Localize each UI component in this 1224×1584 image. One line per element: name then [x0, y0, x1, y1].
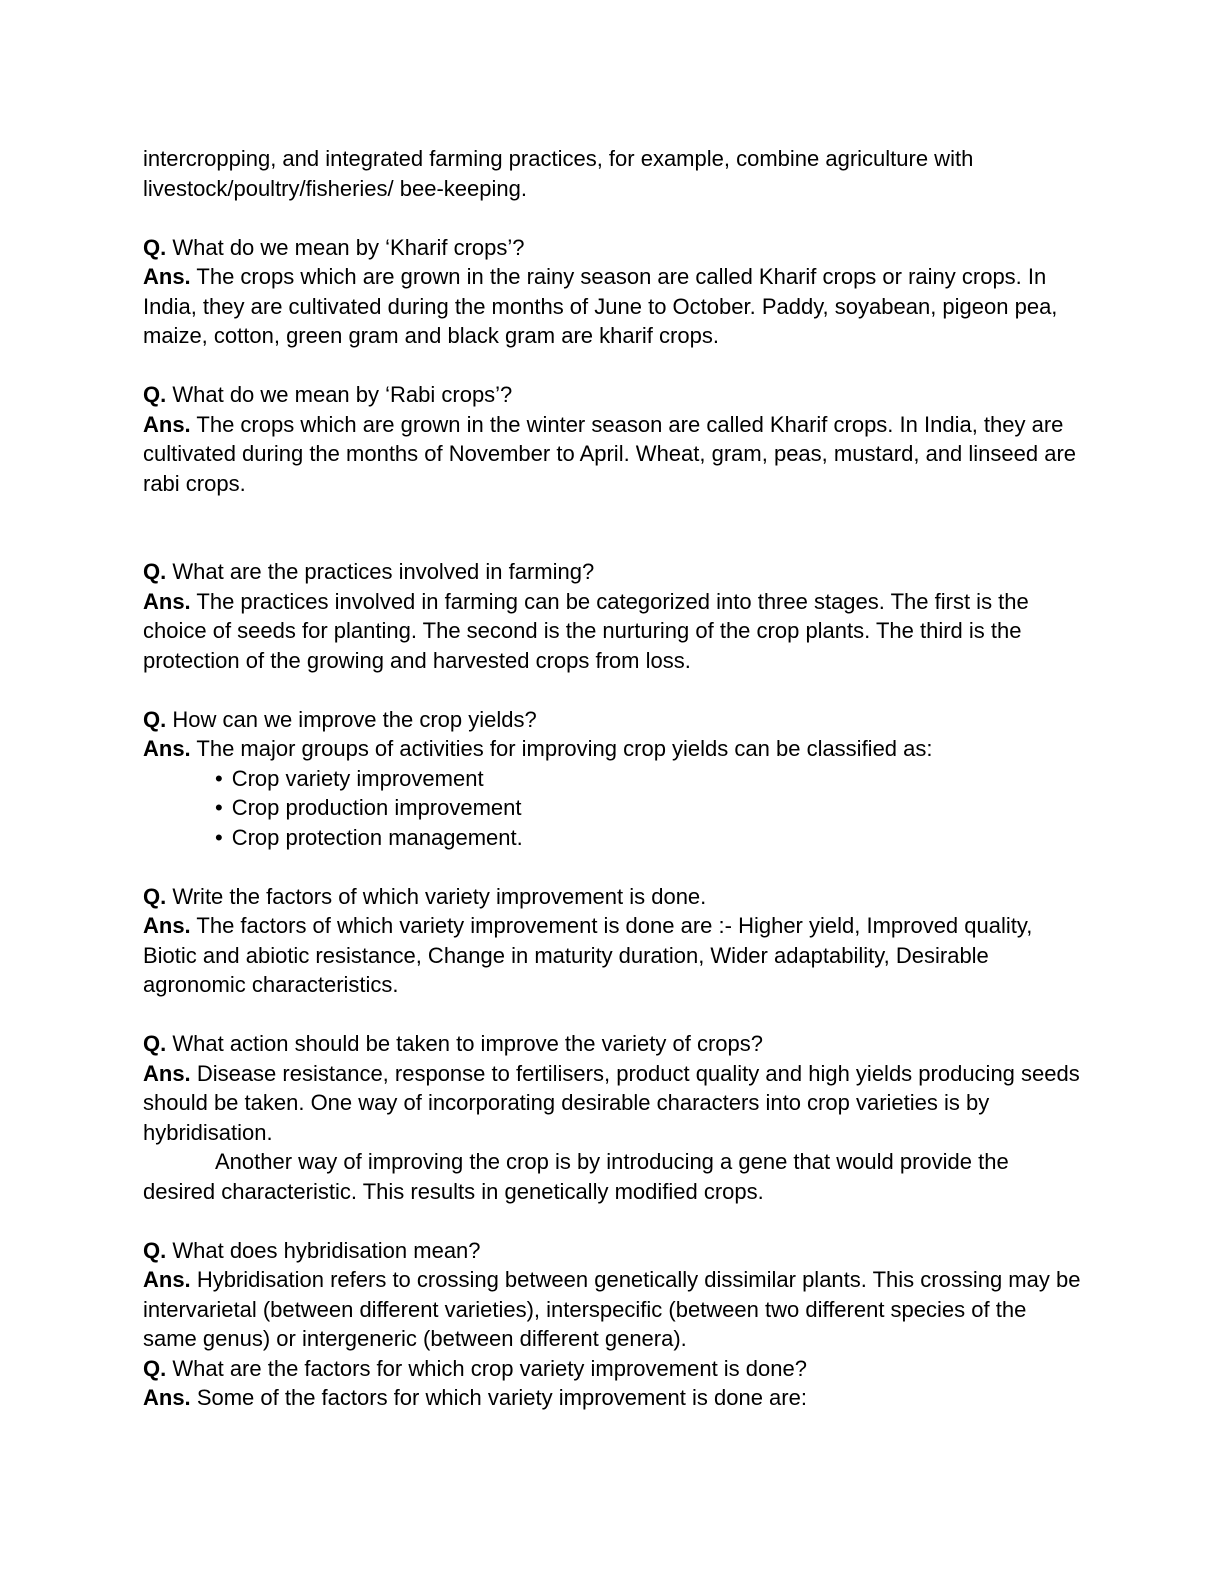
answer [143, 587, 1083, 676]
question-text: What does hybridisation mean? [172, 1237, 481, 1263]
qa-block-farming-practices [143, 557, 1083, 675]
qa-block-hybridisation [143, 1236, 1083, 1354]
ans-label: Ans. [143, 1385, 191, 1410]
question [143, 882, 1083, 912]
spacer [143, 203, 1083, 233]
q-label: Q. [143, 559, 167, 584]
qa-block-variety-factors [143, 882, 1083, 1000]
answer-text: The crops which are grown in the winter season are called Kharif crops. In India, they are cultivated during the months of November to April. Wheat, gram, peas, mustard, and linseed are rabi crops. [143, 411, 1077, 496]
ans-label: Ans. [143, 1267, 191, 1292]
ans-label: Ans. [143, 736, 191, 761]
question-text: What action should be taken to improve the variety of crops? [172, 1031, 764, 1056]
question [143, 557, 1083, 587]
list-item [143, 823, 1083, 853]
qa-block-crop-variety-improvement [143, 1354, 1083, 1413]
spacer [143, 1000, 1083, 1030]
ans-label: Ans. [143, 913, 191, 938]
spacer-double [143, 498, 1083, 557]
question-text: What are the factors for which crop variety improvement is done? [172, 1355, 807, 1381]
q-label: Q. [143, 382, 167, 407]
question-text: How can we improve the crop yields? [172, 706, 537, 732]
qa-block-rabi [143, 380, 1083, 498]
question-text: What are the practices involved in farming? [172, 559, 595, 584]
ans-label: Ans. [143, 411, 191, 437]
answer-text: The major groups of activities for improving crop yields can be classified as: [196, 736, 933, 761]
answer [143, 410, 1083, 499]
q-label: Q. [143, 706, 167, 732]
q-label: Q. [143, 234, 167, 260]
question [143, 380, 1083, 410]
qa-block-kharif [143, 233, 1083, 351]
answer [143, 1265, 1083, 1354]
qa-block-improve-variety [143, 1029, 1083, 1206]
answer [143, 1059, 1083, 1148]
answer [143, 734, 1083, 764]
bullet-icon: • [215, 795, 223, 820]
ans-label: Ans. [143, 264, 191, 289]
spacer [143, 852, 1083, 882]
bullet-icon: • [215, 824, 223, 850]
question [143, 705, 1083, 735]
spacer [143, 351, 1083, 381]
q-label: Q. [143, 1355, 167, 1381]
list-item-text: Crop production improvement [231, 795, 522, 820]
question [143, 1029, 1083, 1059]
question [143, 1354, 1083, 1384]
spacer [143, 1206, 1083, 1236]
list-item-text: Crop protection management. [231, 824, 523, 850]
answer-text: Hybridisation refers to crossing between genetically dissimilar plants. This crossing may be intervarietal (between different varieties), interspecific (between two different species of the same genus) or intergeneric (between different genera). [143, 1267, 1081, 1351]
bullet-icon: • [215, 765, 223, 791]
spacer [143, 675, 1083, 705]
answer-text: Disease resistance, response to fertilisers, product quality and high yields producing seeds should be taken. One way of incorporating desirable characters into crop varieties is by hybridisation. [143, 1060, 1080, 1145]
answer-text: The crops which are grown in the rainy season are called Kharif crops or rainy crops. In India, they are cultivated during the months of June to October. Paddy, soyabean, pigeon pea, maize, cotton, green gram and black gram are kharif crops. [143, 264, 1058, 348]
question-text: What do we mean by ‘Kharif crops’? [172, 234, 525, 260]
question-text: What do we mean by ‘Rabi crops’? [172, 382, 513, 407]
answer-text: The factors of which variety improvement is done are :- Higher yield, Improved quality, Biotic and abiotic resistance, Change in maturity duration, Wider adaptability, Desirable agronomic characteristics. [143, 913, 1033, 997]
question [143, 1236, 1083, 1266]
list-item [143, 764, 1083, 794]
answer [143, 1383, 1083, 1413]
question-text: Write the factors of which variety improvement is done. [172, 883, 707, 909]
ans-label: Ans. [143, 1060, 191, 1086]
q-label: Q. [143, 1237, 167, 1263]
q-label: Q. [143, 883, 167, 909]
answer-continued: Another way of improving the crop is by introducing a gene that would provide the desired characteristic. This results in genetically modified crops. [143, 1149, 1009, 1204]
answer-text: Some of the factors for which variety improvement is done are: [196, 1385, 807, 1410]
list-item-text: Crop variety improvement [231, 765, 484, 791]
answer [143, 911, 1083, 1000]
q-label: Q. [143, 1031, 167, 1056]
answer-text: The practices involved in farming can be categorized into three stages. The first is the choice of seeds for planting. The second is the nurturing of the crop plants. The third is the protection of the growing and harvested crops from loss. [143, 588, 1029, 673]
qa-block-crop-yields [143, 705, 1083, 853]
intro-paragraph: intercropping, and integrated farming practices, for example, combine agriculture with livestock/poultry/fisheries/ bee-keeping. [143, 146, 974, 201]
question [143, 233, 1083, 263]
ans-label: Ans. [143, 588, 191, 614]
list-item [143, 793, 1083, 823]
answer [143, 262, 1083, 351]
